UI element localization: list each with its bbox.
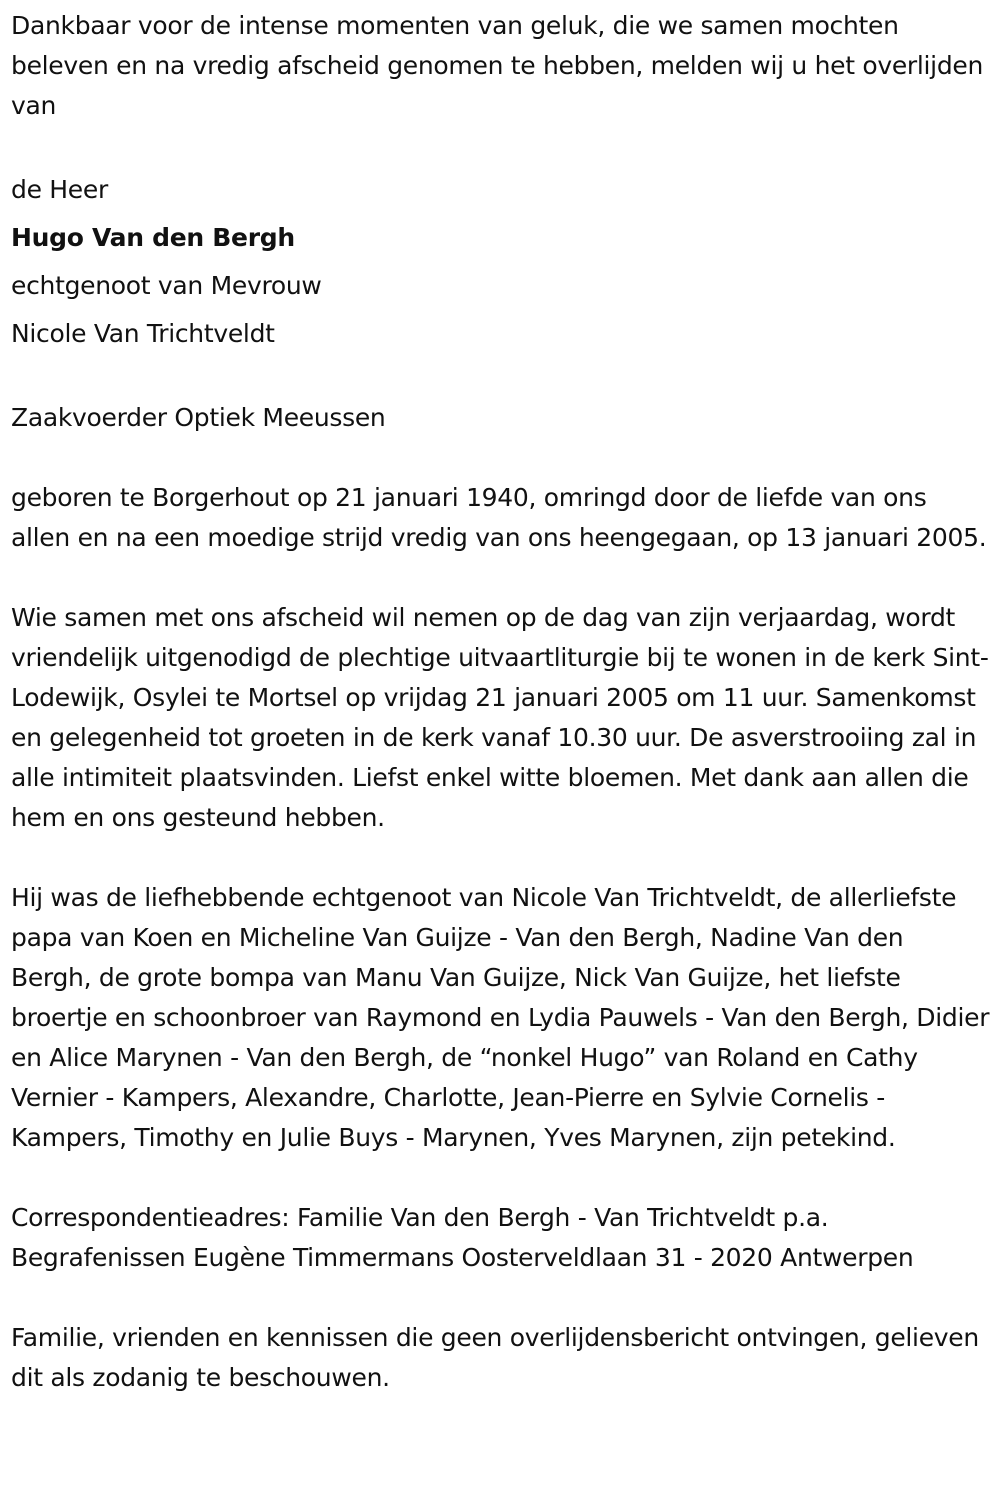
spacer [11,126,991,166]
honorific: de Heer [11,175,108,204]
spouse-line-1: echtgenoot van Mevrouw [11,271,322,300]
intro-paragraph: Dankbaar voor de intense momenten van geluk, die we samen mochten beleven en na vredig afscheid genomen te hebben, melden wij u het overlijden van [11,11,984,120]
deceased-name: Hugo Van den Bergh [11,223,295,252]
funeral-paragraph: Wie samen met ons afscheid wil nemen op de dag van zijn verjaardag, wordt vriendelijk uitgenodigd de plechtige uitvaartliturgie bij te wonen in de kerk Sint-Lodewijk, Osylei te Mortsel op vrijdag 21 januari 2005 om 11 uur. Samenkomst en gelegenheid tot groeten in de kerk vanaf 10.30 uur. De asverstrooiing zal in alle intimiteit plaatsvinden. Liefst enkel witte bloemen. Met dank aan allen die hem en ons gesteund hebben. [11,603,989,832]
spacer [11,558,991,598]
spacer [11,838,991,878]
family-paragraph: Hij was de liefhebbende echtgenoot van Nicole Van Trichtveldt, de allerliefste papa van Koen en Micheline Van Guijze - Van den Bergh, Nadine Van den Bergh, de grote bompa van Manu Van Guijze, Nick Van Guijze, het liefste broertje en schoonbroer van Raymond en Lydia Pauwels - Van den Bergh, Didier en Alice Marynen - Van den Bergh, de “nonkel Hugo” van Roland en Cathy Vernier - Kampers, Alexandre, Charlotte, Jean-Pierre en Sylvie Cornelis - Kampers, Timothy en Julie Buys - Marynen, Yves Marynen, zijn petekind. [11,883,990,1152]
birth-death-paragraph: geboren te Borgerhout op 21 januari 1940, omringd door de liefde van ons allen en na een moedige strijd vredig van ons heengegaan, op 13 januari 2005. [11,483,987,552]
closing-paragraph: Familie, vrienden en kennissen die geen overlijdensbericht ontvingen, gelieven dit als zodanig te beschouwen. [11,1323,979,1392]
spacer [11,1158,991,1198]
spacer [11,438,991,478]
correspondence-address: Correspondentieadres: Familie Van den Bergh - Van Trichtveldt p.a. Begrafenissen Eugène Timmermans Oosterveldlaan 31 - 2020 Antwerpen [11,1203,914,1272]
spouse-line-2: Nicole Van Trichtveldt [11,319,275,348]
spacer [11,1278,991,1318]
occupation: Zaakvoerder Optiek Meeussen [11,403,386,432]
obituary-text [11,6,991,1398]
spacer [11,358,991,398]
